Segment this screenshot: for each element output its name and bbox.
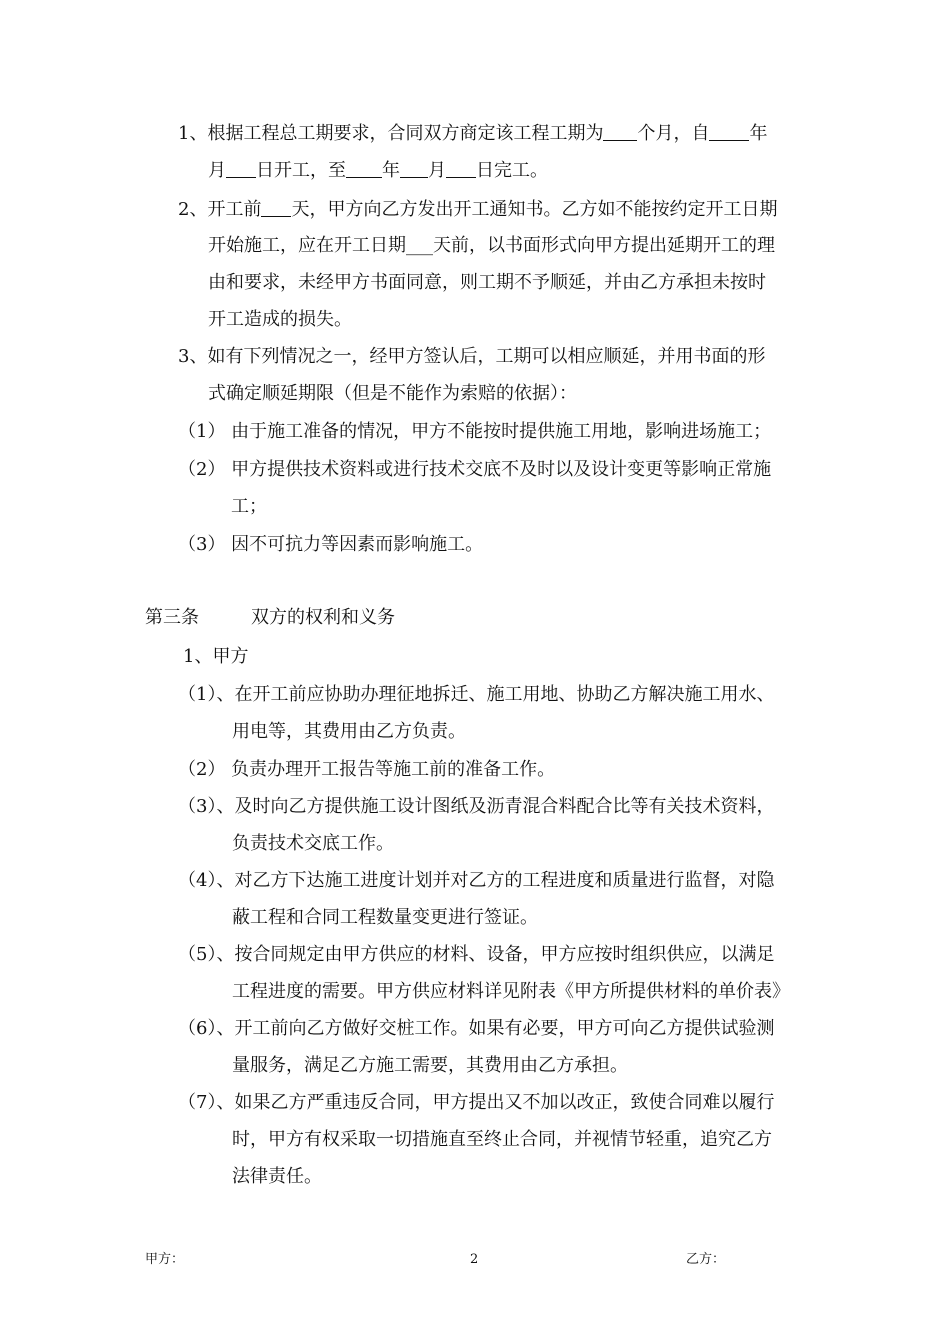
item-3: （3）、及时向乙方提供施工设计图纸及沥青混合料配合比等有关技术资料， — [178, 796, 775, 817]
clause-3-item-2-cont: 工； — [231, 496, 267, 517]
clause-1-line-2 — [208, 159, 548, 182]
page-number: 2 — [470, 1252, 479, 1267]
sub-heading: 1、甲方 — [183, 646, 249, 667]
blank-field — [261, 198, 291, 217]
footer-party-a: 甲方： — [145, 1252, 185, 1267]
clause-3-item-1: （1） 由于施工准备的情况，甲方不能按时提供施工用地，影响进场施工； — [178, 421, 772, 442]
text-run: 年 — [382, 160, 400, 181]
blank-field — [400, 159, 428, 178]
text-run: 天，甲方向乙方发出开工通知书。乙方如不能按约定开工日期 — [291, 199, 778, 220]
section-title: 双方的权利和义务 — [251, 607, 395, 628]
item-7-cont-2: 法律责任。 — [232, 1166, 322, 1187]
footer-party-b: 乙方： — [686, 1252, 726, 1267]
item-5: （5）、按合同规定由甲方供应的材料、设备，甲方应按时组织供应，以满足 — [178, 944, 775, 965]
text-run: 日完工。 — [476, 160, 548, 181]
item-6-cont: 量服务，满足乙方施工需要，其费用由乙方承担。 — [232, 1055, 628, 1076]
clause-2-line-4: 开工造成的损失。 — [208, 309, 352, 330]
text-run: 个月，自 — [637, 123, 710, 144]
item-1-cont: 用电等，其费用由乙方负责。 — [232, 721, 466, 742]
item-1: （1）、在开工前应协助办理征地拆迁、施工用地、协助乙方解决施工用水、 — [178, 684, 775, 705]
text-run: 日开工，至 — [256, 160, 346, 181]
clause-2-line-3: 由和要求，未经甲方书面同意，则工期不予顺延，并由乙方承担未按时 — [208, 272, 766, 293]
blank-field — [226, 159, 256, 178]
clause-3-line-2: 式确定顺延期限（但是不能作为索赔的依据）： — [208, 383, 577, 404]
blank-field — [346, 159, 382, 178]
item-7-cont: 时，甲方有权采取一切措施直至终止合同，并视情节轻重，追究乙方 — [232, 1129, 772, 1150]
blank-field — [709, 122, 749, 141]
clause-3-item-2: （2） 甲方提供技术资料或进行技术交底不及时以及设计变更等影响正常施 — [178, 459, 772, 480]
text-run: 2、开工前 — [178, 199, 262, 220]
clause-2-line-2: 开始施工，应在开工日期___天前，以书面形式向甲方提出延期开工的理 — [208, 235, 775, 256]
section-number: 第三条 — [145, 607, 199, 628]
item-4-cont: 蔽工程和合同工程数量变更进行签证。 — [232, 907, 538, 928]
text-run: 年 — [749, 123, 768, 144]
blank-field — [446, 159, 476, 178]
text-run: 月 — [428, 160, 446, 181]
item-2: （2） 负责办理开工报告等施工前的准备工作。 — [178, 759, 556, 780]
blank-field — [603, 122, 637, 141]
clause-1-line-1 — [178, 122, 767, 145]
text-run: 1、根据工程总工期要求，合同双方商定该工程工期为 — [178, 123, 604, 144]
item-5-cont: 工程进度的需要。甲方供应材料详见附表《甲方所提供材料的单价表》 — [232, 981, 790, 1002]
clause-3-item-3: （3） 因不可抗力等因素而影响施工。 — [178, 534, 484, 555]
text-run: 月 — [208, 160, 226, 181]
item-4: （4）、对乙方下达施工进度计划并对乙方的工程进度和质量进行监督，对隐 — [178, 870, 775, 891]
clause-2-line-1 — [178, 198, 777, 221]
item-3-cont: 负责技术交底工作。 — [232, 833, 394, 854]
item-6: （6）、开工前向乙方做好交桩工作。如果有必要，甲方可向乙方提供试验测 — [178, 1018, 775, 1039]
item-7: （7）、如果乙方严重违反合同，甲方提出又不加以改正，致使合同难以履行 — [178, 1092, 775, 1113]
clause-3-line-1: 3、如有下列情况之一，经甲方签认后，工期可以相应顺延，并用书面的形 — [178, 346, 766, 367]
